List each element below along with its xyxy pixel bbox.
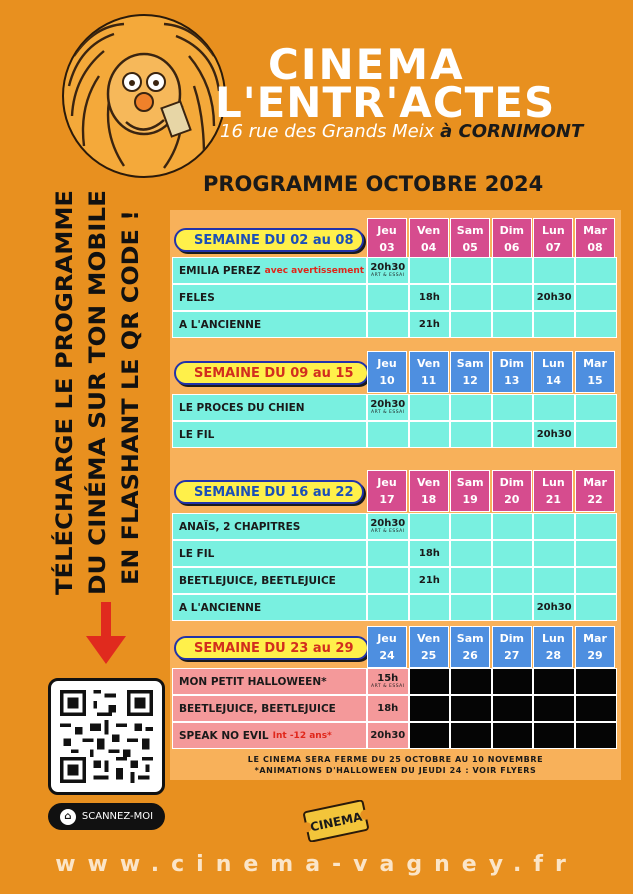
showtime: 20h30 <box>370 398 406 410</box>
side-line-2: DU CINÉMA SUR TON MOBILE <box>86 234 111 595</box>
showtime-cell <box>409 257 451 284</box>
film-title: ANAÏS, 2 CHAPITRES <box>179 520 301 533</box>
showtime-cell <box>533 513 575 540</box>
showtime-cell <box>450 567 492 594</box>
showtime-cell <box>367 668 409 695</box>
day-name: Ven <box>416 632 441 645</box>
film-row <box>172 284 617 311</box>
showtime-cell <box>492 421 534 448</box>
day-name: Mar <box>583 224 607 237</box>
day-name: Ven <box>416 224 441 237</box>
day-header <box>367 218 407 260</box>
showtime-cell <box>409 695 451 722</box>
showtime-cell <box>533 722 575 749</box>
showtime-cell <box>533 668 575 695</box>
address-city: CORNIMONT <box>452 121 584 142</box>
film-title-cell <box>172 695 367 722</box>
day-name: Lun <box>542 632 565 645</box>
film-row <box>172 513 617 540</box>
day-number: 10 <box>379 374 395 387</box>
qr-code[interactable] <box>48 678 165 795</box>
day-name: Lun <box>542 357 565 370</box>
showtime-cell <box>575 668 617 695</box>
day-header <box>492 351 532 393</box>
qr-instruction-text <box>40 185 150 605</box>
day-number: 20 <box>504 493 520 506</box>
showtime-cell <box>575 421 617 448</box>
day-header <box>533 470 573 512</box>
address <box>220 121 583 142</box>
day-name: Jeu <box>377 224 397 237</box>
showtime-cell <box>450 594 492 621</box>
day-number: 03 <box>379 241 395 254</box>
day-name: Ven <box>416 357 441 370</box>
film-row <box>172 695 617 722</box>
week-label: SEMAINE DU 09 au 15 <box>174 361 369 385</box>
arrow-down-icon <box>84 602 128 666</box>
day-header <box>492 470 532 512</box>
day-header <box>533 218 573 260</box>
film-title-cell <box>172 594 367 621</box>
film-title: LE FIL <box>179 428 215 441</box>
cinema-logo <box>62 14 226 178</box>
showtime: 20h30 <box>536 291 572 303</box>
day-number: 28 <box>545 649 562 662</box>
showtime-cell <box>575 513 617 540</box>
day-name: Jeu <box>377 476 397 489</box>
side-line-3: EN FLASHANT LE QR CODE ! <box>119 239 144 585</box>
showtime: 20h30 <box>536 601 572 613</box>
showtime-cell <box>533 695 575 722</box>
day-header <box>450 351 490 393</box>
day-number: 26 <box>462 649 478 662</box>
day-name: Sam <box>456 632 484 645</box>
film-row <box>172 257 617 284</box>
showtime-cell <box>409 668 451 695</box>
film-title-cell <box>172 513 367 540</box>
day-number: 13 <box>504 374 520 387</box>
showtime-cell <box>367 594 409 621</box>
day-header <box>409 470 449 512</box>
showtime-cell <box>450 421 492 448</box>
showtime-cell <box>409 421 451 448</box>
showtime-cell <box>409 567 451 594</box>
showtime-cell <box>450 257 492 284</box>
week-label: SEMAINE DU 02 au 08 <box>174 228 364 252</box>
art-essai-tag: ART & ESSAI <box>371 683 405 689</box>
showtime: 20h30 <box>370 261 406 273</box>
day-name: Mar <box>583 476 607 489</box>
program-title: PROGRAMME OCTOBRE 2024 <box>203 172 544 196</box>
film-title: LE FIL <box>179 547 215 560</box>
film-title: LE PROCES DU CHIEN <box>179 401 305 414</box>
week-label: SEMAINE DU 23 au 29 <box>174 636 369 660</box>
showtime-cell <box>533 594 575 621</box>
day-number: 04 <box>420 241 437 254</box>
day-header <box>575 218 615 260</box>
day-name: Sam <box>456 476 484 489</box>
day-number: 14 <box>545 374 562 387</box>
film-row <box>172 421 617 448</box>
day-header <box>450 218 490 260</box>
film-title: SPEAK NO EVIL <box>179 729 269 742</box>
film-title-cell <box>172 668 367 695</box>
scan-me-button[interactable] <box>48 803 165 830</box>
qr-code-icon <box>60 690 153 783</box>
showtime-cell <box>492 695 534 722</box>
showtime-cell <box>409 594 451 621</box>
day-number: 11 <box>420 374 437 387</box>
showtime-cell <box>533 284 575 311</box>
showtime-cell <box>533 311 575 338</box>
title-line-1: CINEMA <box>268 40 465 89</box>
showtime: 20h30 <box>536 428 572 440</box>
day-header <box>575 470 615 512</box>
showtime-cell <box>450 311 492 338</box>
showtime-cell <box>367 421 409 448</box>
showtime-cell <box>409 284 451 311</box>
film-title: MON PETIT HALLOWEEN* <box>179 675 327 688</box>
film-title-cell <box>172 722 367 749</box>
showtime-cell <box>409 722 451 749</box>
showtime-cell <box>492 594 534 621</box>
showtime-cell <box>575 540 617 567</box>
showtime: 18h <box>418 547 440 559</box>
day-name: Jeu <box>377 357 397 370</box>
day-name: Dim <box>499 357 524 370</box>
day-number: 07 <box>545 241 562 254</box>
showtime-cell <box>450 394 492 421</box>
showtime: 20h30 <box>370 517 406 529</box>
showtime-cell <box>367 513 409 540</box>
day-number: 17 <box>379 493 395 506</box>
showtime-cell <box>450 722 492 749</box>
day-name: Sam <box>456 357 484 370</box>
week-label: SEMAINE DU 16 au 22 <box>174 480 364 504</box>
film-title: BEETLEJUICE, BEETLEJUICE <box>179 702 336 715</box>
showtime-cell <box>492 284 534 311</box>
showtime-cell <box>492 540 534 567</box>
ticket-label: CINEMA <box>308 809 364 835</box>
showtime-cell <box>575 257 617 284</box>
showtime: 15h <box>377 672 399 684</box>
side-line-1: TÉLÉCHARGE LE PROGRAMME <box>53 227 78 595</box>
day-number: 29 <box>587 649 603 662</box>
film-title-cell <box>172 540 367 567</box>
scan-label: SCANNEZ-MOI <box>81 811 154 822</box>
cinema-ticket-icon <box>302 800 370 842</box>
showtime-cell <box>450 540 492 567</box>
day-header <box>409 218 449 260</box>
day-number: 12 <box>462 374 478 387</box>
day-header <box>533 351 573 393</box>
film-title: A L'ANCIENNE <box>179 318 262 331</box>
day-number: 15 <box>587 374 603 387</box>
showtime-cell <box>492 394 534 421</box>
showtime-cell <box>575 594 617 621</box>
day-number: 21 <box>545 493 562 506</box>
showtime-cell <box>450 513 492 540</box>
showtime-cell <box>409 394 451 421</box>
day-number: 22 <box>587 493 603 506</box>
showtime-cell <box>492 668 534 695</box>
day-number: 24 <box>379 649 395 662</box>
day-name: Lun <box>542 224 565 237</box>
day-header <box>367 626 407 668</box>
film-title: EMILIA PEREZ <box>179 264 261 277</box>
film-title-cell <box>172 284 367 311</box>
film-row <box>172 722 617 749</box>
pdf-icon: ⌂ <box>60 809 76 825</box>
showtime-cell <box>367 540 409 567</box>
day-name: Dim <box>499 224 524 237</box>
footnote: *ANIMATIONS D'HALLOWEEN DU JEUDI 24 : VOIR FLYERS <box>254 766 537 775</box>
film-warning: Int -12 ans* <box>272 730 332 741</box>
day-header <box>409 626 449 668</box>
day-name: Mar <box>583 357 607 370</box>
day-name: Lun <box>542 476 565 489</box>
day-name: Ven <box>416 476 441 489</box>
film-row <box>172 311 617 338</box>
day-number: 19 <box>462 493 478 506</box>
showtime-cell <box>450 695 492 722</box>
showtime: 18h <box>418 291 440 303</box>
day-number: 18 <box>420 493 437 506</box>
showtime: 21h <box>418 574 440 586</box>
day-name: Sam <box>456 224 484 237</box>
showtime-cell <box>367 394 409 421</box>
film-title-cell <box>172 257 367 284</box>
film-row <box>172 394 617 421</box>
showtime-cell <box>409 311 451 338</box>
footnote: LE CINEMA SERA FERME DU 25 OCTOBRE AU 10 NOVEMBRE <box>247 755 544 764</box>
day-header <box>450 626 490 668</box>
showtime-cell <box>575 311 617 338</box>
showtime: 18h <box>377 702 399 714</box>
showtime-cell <box>492 513 534 540</box>
day-number: 25 <box>420 649 437 662</box>
showtime-cell <box>575 695 617 722</box>
showtime-cell <box>575 722 617 749</box>
showtime-cell <box>492 311 534 338</box>
title-line-2: L'ENTR'ACTES <box>215 78 556 127</box>
showtime-cell <box>533 394 575 421</box>
address-connector: à <box>440 121 453 142</box>
showtime: 21h <box>418 318 440 330</box>
film-title-cell <box>172 567 367 594</box>
film-row <box>172 567 617 594</box>
showtime-cell <box>367 284 409 311</box>
film-title: BEETLEJUICE, BEETLEJUICE <box>179 574 336 587</box>
day-number: 05 <box>462 241 478 254</box>
day-number: 27 <box>504 649 520 662</box>
showtime-cell <box>367 722 409 749</box>
art-essai-tag: ART & ESSAI <box>371 272 405 278</box>
showtime-cell <box>492 567 534 594</box>
art-essai-tag: ART & ESSAI <box>371 528 405 534</box>
showtime-cell <box>409 540 451 567</box>
day-header <box>492 626 532 668</box>
showtime-cell <box>575 567 617 594</box>
showtime-cell <box>575 284 617 311</box>
day-header <box>367 470 407 512</box>
day-header <box>492 218 532 260</box>
film-warning: avec avertissement <box>264 265 365 276</box>
day-header <box>575 351 615 393</box>
day-number: 06 <box>504 241 520 254</box>
showtime-cell <box>367 695 409 722</box>
showtime-cell <box>533 567 575 594</box>
film-row <box>172 594 617 621</box>
film-title: FELES <box>179 291 215 304</box>
showtime-cell <box>367 257 409 284</box>
film-row <box>172 668 617 695</box>
showtime-cell <box>450 668 492 695</box>
showtime-cell <box>533 421 575 448</box>
address-street: 16 rue des Grands Meix <box>220 121 441 142</box>
website-link[interactable]: www.cinema-vagney.fr <box>55 852 578 877</box>
day-header <box>409 351 449 393</box>
day-header <box>367 351 407 393</box>
day-name: Dim <box>499 632 524 645</box>
day-header <box>533 626 573 668</box>
day-number: 08 <box>587 241 603 254</box>
showtime-cell <box>533 540 575 567</box>
film-title: A L'ANCIENNE <box>179 601 262 614</box>
film-title-cell <box>172 394 367 421</box>
day-header <box>575 626 615 668</box>
showtime-cell <box>492 257 534 284</box>
showtime-cell <box>367 311 409 338</box>
film-title-cell <box>172 311 367 338</box>
art-essai-tag: ART & ESSAI <box>371 409 405 415</box>
showtime-cell <box>533 257 575 284</box>
day-name: Jeu <box>377 632 397 645</box>
day-header <box>450 470 490 512</box>
showtime-cell <box>575 394 617 421</box>
showtime-cell <box>367 567 409 594</box>
day-name: Mar <box>583 632 607 645</box>
film-title-cell <box>172 421 367 448</box>
showtime: 20h30 <box>370 729 406 741</box>
mascot-illustration-icon <box>64 16 224 176</box>
showtime-cell <box>492 722 534 749</box>
day-name: Dim <box>499 476 524 489</box>
showtime-cell <box>450 284 492 311</box>
showtime-cell <box>409 513 451 540</box>
film-row <box>172 540 617 567</box>
